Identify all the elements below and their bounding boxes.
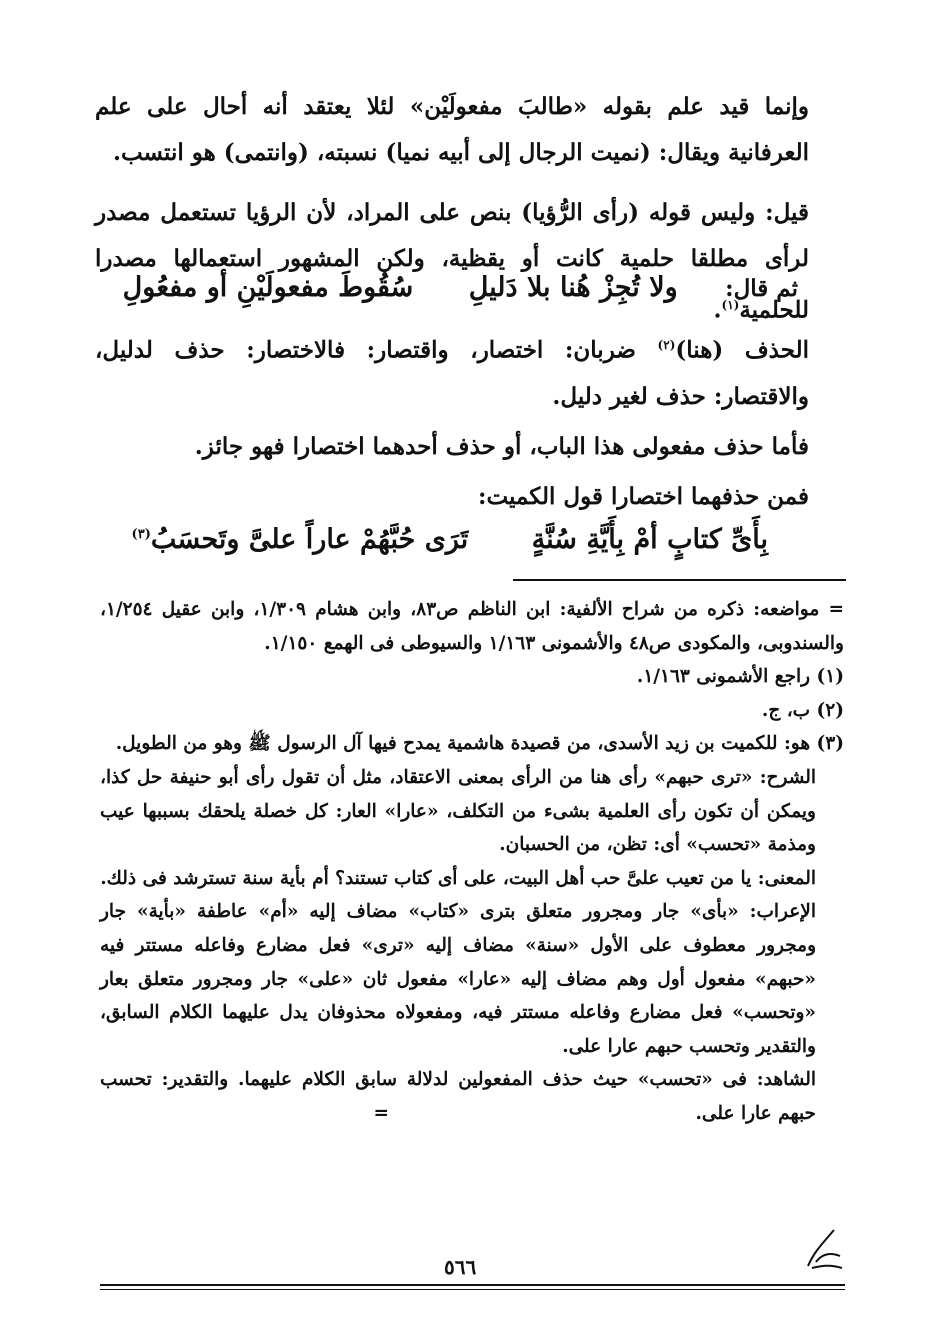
continuation-mark: = — [373, 1102, 390, 1124]
footnote-ref-1: (١) — [721, 298, 740, 312]
footnotes — [100, 593, 844, 1131]
footnote-1: (١) راجع الأشمونى ١/١٦٣. — [636, 666, 844, 688]
verse-2-first-hemistich: بِأَىِّ كتابٍ أمْ بِأَيَّةِ سُنَّةٍ — [531, 524, 768, 555]
main-text-2 — [95, 322, 847, 520]
paragraph-3-start: الحذف (هنا) — [675, 336, 809, 364]
footnote-3-explanation: الشرح: «ترى حبهم» رأى هنا من الرأى بمعنى الاعتقاد، مثل أن تقول رأى أبو حنيفة حل كذا، ويمكن أن تكون رأى العلمية بشىء من التكلف، «عارا» العار: كل خصلة يلحقك بسببها عيب ومذمة «تحسب» أى: تظن، من الحسبان. — [100, 766, 816, 856]
verse-1-intro: ثم قال: — [725, 275, 798, 302]
footnote-continued: = مواضعه: ذكره من شراح الألفية: ابن الناظم ص٨٣، وابن هشام ١/٣٠٩، وابن عقيل ١/٢٥٤، والسندوبى، والمكودى ص٤٨ والأشمونى ١/١٦٣ والسيوطى فى الهمع ١/١٥٠. — [100, 599, 845, 654]
paragraph-2-text: قيل: وليس قوله (رأى الرُّؤيا) بنص على المراد، لأن الرؤيا تستعمل مصدر لرأى مطلقا حلمية كانت أو يقظية، ولكن المشهور استعمالها مصدرا للحلمية — [95, 199, 809, 324]
footnote-separator — [513, 579, 846, 581]
footer-rule — [100, 1284, 845, 1286]
footnote-3: (٣) هو: للكميت بن زيد الأسدى، من قصيدة هاشمية يمدح فيها آل الرسول ﷺ وهو من الطويل. — [115, 733, 844, 755]
signature-mark — [804, 1222, 844, 1272]
footnote-ref-2: (٢) — [657, 338, 676, 352]
verse-2-second-hemistich: تَرَى حُبَّهُمْ عاراً علىَّ وتَحسَبُ — [150, 524, 469, 555]
paragraph-3-rest: ضربان: اختصار، واقتصار: فالاختصار: حذف لدليل، والاقتصار: حذف لغير دليل. — [95, 336, 809, 410]
verse-1-first-hemistich: ولا تُجِزْ هُنا بلا دَليلِ — [468, 272, 678, 303]
footer-rule-secondary — [100, 1289, 845, 1290]
paragraph-2: قيل: وليس قوله (رأى الرُّؤيا) بنص على المراد، لأن الرؤيا تستعمل مصدر لرأى مطلقا حلمية كانت أو يقظية، ولكن المشهور استعمالها مصدرا للحلمية$^{(١)}$. — [95, 199, 809, 324]
paragraph-4: فأما حذف مفعولى هذا الباب، أو حذف أحدهما اختصارا فهو جائز. — [194, 432, 809, 460]
paragraph-5: فمن حذفهما اختصارا قول الكميت: — [477, 482, 809, 510]
footnote-3-meaning: المعنى: يا من تعيب علىَّ حب أهل البيت، على أى كتاب تستند؟ أم بأية سنة تسترشد فى ذلك. — [100, 867, 816, 889]
footnote-3-parsing: الإعراب: «بأى» جار ومجرور متعلق بترى «كتاب» مضاف إليه «أم» عاطفة «بأية» جار ومجرور معطوف على الأول «سنة» مضاف إليه «ترى» فعل مضارع وفاعله مستتر فيه «حبهم» مفعول أول وهم مضاف إليه «عارا» مفعول ثان «على» جار ومجرور متعلق بعار «وتحسب» فعل مضارع وفاعله مستتر فيه، ومفعولاه محذوفان يدل عليهما الكلام السابق، والتقدير وتحسب حبهم عارا على. — [100, 901, 816, 1057]
footnote-3-evidence — [100, 1063, 844, 1130]
verse-2 — [132, 524, 768, 555]
footnote-3-evidence-text: الشاهد: فى «تحسب» حيث حذف المفعولين لدلالة سابق الكلام عليهما. والتقدير: تحسب حبهم عارا على. — [100, 1069, 816, 1124]
footnote-2: (٢) ب، ج. — [761, 699, 844, 721]
paragraph-1: وإنما قيد علم بقوله «طالبَ مفعولَيْن» لئلا يعتقد أنه أحال على علم العرفانية ويقال: (نميت الرجال إلى أبيه نميا) نسبته، (وانتمى) هو انتسب. — [95, 93, 809, 166]
paragraph-3 — [95, 322, 847, 420]
page-number: ٥٦٦ — [444, 1255, 477, 1279]
verse-1-second-hemistich: سُقُوطَ مفعولَيْنِ أو مفعُولِ — [122, 272, 414, 303]
footnote-ref-3: (٣) — [131, 527, 151, 542]
verse-1 — [123, 272, 798, 303]
